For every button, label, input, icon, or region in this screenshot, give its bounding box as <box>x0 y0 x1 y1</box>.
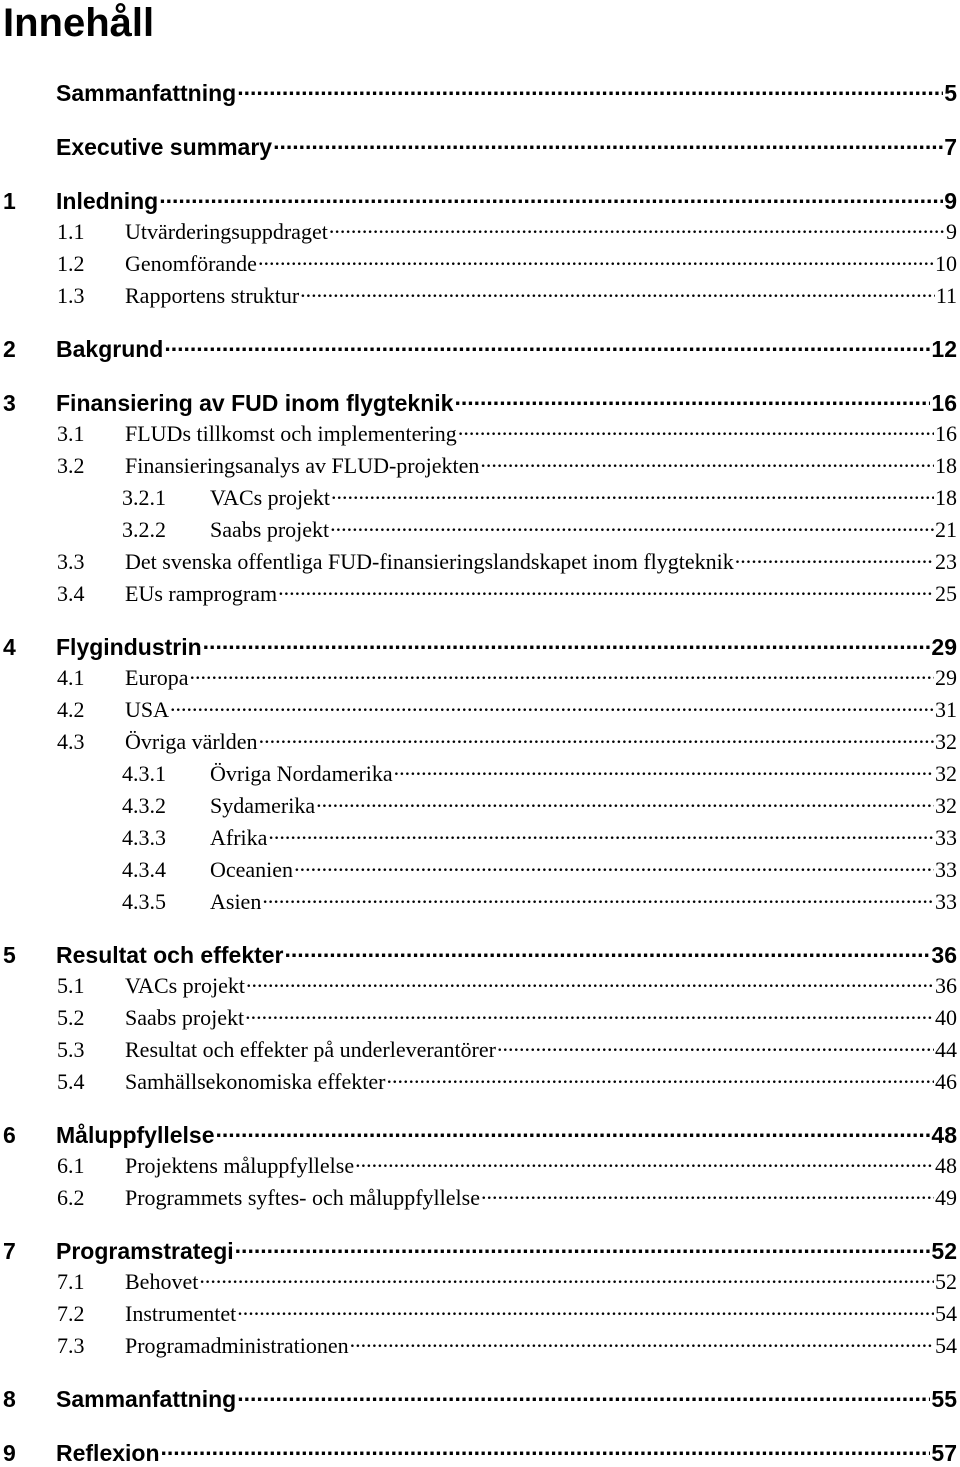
toc-entry-title: Executive summary <box>56 133 273 160</box>
toc-entry[interactable] <box>0 1179 957 1209</box>
toc-entry[interactable] <box>0 627 957 660</box>
toc-entry-title: EUs ramprogram <box>125 581 278 607</box>
toc-entry-title: Det svenska offentliga FUD-finansieringslandskapet inom flygteknik <box>125 549 734 575</box>
toc-entry[interactable] <box>0 787 957 817</box>
toc-entry-title: Finansieringsanalys av FLUD-projekten <box>125 453 480 479</box>
toc-entry-title: Oceanien <box>210 857 294 883</box>
toc-entry-page: 5 <box>944 79 957 106</box>
toc-entry-title: VACs projekt <box>210 485 330 511</box>
toc-entry[interactable] <box>0 213 957 243</box>
toc-entry-number: 4.3.1 <box>122 761 166 787</box>
toc-entry-number: 7.1 <box>57 1269 85 1295</box>
toc-entry-page: 16 <box>935 421 957 447</box>
toc-entry[interactable] <box>0 245 957 275</box>
toc-entry-number: 3.3 <box>57 549 85 575</box>
toc-entry-number: 4.3.5 <box>122 889 166 915</box>
toc-entry-page: 25 <box>935 581 957 607</box>
toc-entry-number: 6.1 <box>57 1153 85 1179</box>
toc-entry-page: 18 <box>935 453 957 479</box>
toc-entry-title: Reflexion <box>56 1439 160 1466</box>
toc-entry-title: FLUDs tillkomst och implementering <box>125 421 457 447</box>
toc-dot-leader <box>237 1295 934 1321</box>
toc-entry[interactable] <box>0 415 957 445</box>
toc-entry-number: 5.2 <box>57 1005 85 1031</box>
toc-entry-number: 6.2 <box>57 1185 85 1211</box>
toc-entry-title: Projektens måluppfyllelse <box>125 1153 355 1179</box>
toc-dot-leader <box>268 819 934 845</box>
toc-entry-title: Övriga Nordamerika <box>210 761 393 787</box>
toc-entry-page: 23 <box>935 549 957 575</box>
toc-entry[interactable] <box>0 329 957 362</box>
toc-entry[interactable] <box>0 383 957 416</box>
toc-entry-title: Programmets syftes- och måluppfyllelse <box>125 1185 480 1211</box>
toc-entry[interactable] <box>0 691 957 721</box>
toc-dot-leader <box>203 627 931 655</box>
toc-entry-page: 9 <box>946 219 957 245</box>
toc-entry-number: 8 <box>3 1385 16 1412</box>
toc-entry[interactable] <box>0 1263 957 1293</box>
toc-entry-title: Saabs projekt <box>125 1005 245 1031</box>
toc-entry-title: Europa <box>125 665 189 691</box>
toc-entry-page: 33 <box>935 857 957 883</box>
toc-entry-title: Genomförande <box>125 251 257 277</box>
toc-entry-title: Bakgrund <box>56 335 164 362</box>
toc-entry-number: 7 <box>3 1237 16 1264</box>
toc-dot-leader <box>245 999 934 1025</box>
toc-entry-title: Resultat och effekter <box>56 941 284 968</box>
toc-entry-number: 4.3 <box>57 729 85 755</box>
toc-entry[interactable] <box>0 1231 957 1264</box>
toc-entry[interactable] <box>0 723 957 753</box>
toc-dot-leader <box>355 1147 934 1173</box>
toc-entry-page: 46 <box>935 1069 957 1095</box>
toc-entry[interactable] <box>0 1327 957 1357</box>
toc-entry-title: Sammanfattning <box>56 1385 237 1412</box>
toc-entry-number: 1 <box>3 187 16 214</box>
toc-entry-title: Utvärderingsuppdraget <box>125 219 328 245</box>
toc-entry[interactable] <box>0 851 957 881</box>
toc-entry-page: 7 <box>944 133 957 160</box>
toc-dot-leader <box>481 1179 934 1205</box>
toc-entry-number: 1.1 <box>57 219 85 245</box>
toc-entry[interactable] <box>0 999 957 1029</box>
toc-dot-leader <box>386 1063 934 1089</box>
toc-entry-page: 57 <box>931 1439 957 1466</box>
toc-entry[interactable] <box>0 277 957 307</box>
toc-entry-title: USA <box>125 697 170 723</box>
toc-dot-leader <box>330 511 934 537</box>
toc-entry-title: Finansiering av FUD inom flygteknik <box>56 389 454 416</box>
toc-entry-page: 10 <box>935 251 957 277</box>
toc-dot-leader <box>161 1433 931 1461</box>
toc-entry-page: 16 <box>931 389 957 416</box>
toc-entry[interactable] <box>0 447 957 477</box>
toc-dot-leader <box>215 1115 930 1143</box>
toc-dot-leader <box>237 73 943 101</box>
toc-entry-page: 48 <box>931 1121 957 1148</box>
toc-entry[interactable] <box>0 935 957 968</box>
toc-entry-title: Resultat och effekter på underleverantörer <box>125 1037 496 1063</box>
toc-entry-number: 4.3.4 <box>122 857 166 883</box>
toc-entry[interactable] <box>0 883 957 913</box>
toc-entry-number: 5.1 <box>57 973 85 999</box>
toc-entry[interactable] <box>0 575 957 605</box>
toc-entry-page: 54 <box>935 1333 957 1359</box>
toc-entry-number: 5 <box>3 941 16 968</box>
toc-entry-number: 4.3.2 <box>122 793 166 819</box>
toc-entry-number: 9 <box>3 1439 16 1466</box>
toc-dot-leader <box>480 447 934 473</box>
toc-entry[interactable] <box>0 479 957 509</box>
toc-entry-title: Sydamerika <box>210 793 316 819</box>
toc-entry-page: 32 <box>935 729 957 755</box>
toc-entry-title: Asien <box>210 889 262 915</box>
toc-entry-number: 4.2 <box>57 697 85 723</box>
toc-entry-number: 3.4 <box>57 581 85 607</box>
toc-entry-title: Inledning <box>56 187 159 214</box>
toc-entry-page: 44 <box>935 1037 957 1063</box>
toc-dot-leader <box>316 787 934 813</box>
toc-entry-page: 18 <box>935 485 957 511</box>
toc-entry-page: 33 <box>935 825 957 851</box>
toc-entry[interactable] <box>0 755 957 785</box>
toc-entry-number: 4.1 <box>57 665 85 691</box>
toc-dot-leader <box>199 1263 934 1289</box>
toc-dot-leader <box>300 277 935 303</box>
toc-entry-page: 11 <box>935 283 957 309</box>
toc-entry-title: Instrumentet <box>125 1301 237 1327</box>
toc-dot-leader <box>170 691 934 717</box>
toc-entry-number: 7.2 <box>57 1301 85 1327</box>
toc-entry-page: 29 <box>935 665 957 691</box>
toc-entry[interactable] <box>0 73 957 106</box>
toc-entry-title: Programadministrationen <box>125 1333 349 1359</box>
toc-entry-page: 31 <box>935 697 957 723</box>
toc-entry-page: 12 <box>931 335 957 362</box>
toc-entry[interactable] <box>0 1379 957 1412</box>
toc-entry-number: 4 <box>3 633 16 660</box>
toc-entry-title: Måluppfyllelse <box>56 1121 215 1148</box>
toc-dot-leader <box>273 127 943 155</box>
toc-entry[interactable] <box>0 543 957 573</box>
toc-entry[interactable] <box>0 1031 957 1061</box>
toc-dot-leader <box>159 181 943 209</box>
toc-dot-leader <box>329 213 945 239</box>
toc-entry[interactable] <box>0 1147 957 1177</box>
toc-dot-leader <box>458 415 934 441</box>
toc-entry-number: 6 <box>3 1121 16 1148</box>
toc-dot-leader <box>237 1379 930 1407</box>
toc-entry-title: VACs projekt <box>125 973 245 999</box>
toc-entry[interactable] <box>0 1295 957 1325</box>
toc-entry-title: Sammanfattning <box>56 79 237 106</box>
toc-dot-leader <box>190 659 934 685</box>
toc-entry-number: 1.2 <box>57 251 85 277</box>
toc-dot-leader <box>246 967 934 993</box>
toc-entry-number: 3.2.2 <box>122 517 166 543</box>
toc-dot-leader <box>350 1327 934 1353</box>
toc-entry-number: 7.3 <box>57 1333 85 1359</box>
toc-dot-leader <box>331 479 934 505</box>
toc-entry-page: 32 <box>935 793 957 819</box>
toc-entry-page: 33 <box>935 889 957 915</box>
toc-entry-page: 21 <box>935 517 957 543</box>
toc-entry-page: 36 <box>935 973 957 999</box>
toc-entry-title: Behovet <box>125 1269 199 1295</box>
toc-dot-leader <box>259 723 934 749</box>
toc-entry[interactable] <box>0 181 957 214</box>
toc-entry-page: 29 <box>931 633 957 660</box>
toc-entry-page: 54 <box>935 1301 957 1327</box>
toc-dot-leader <box>735 543 934 569</box>
toc-entry-number: 1.3 <box>57 283 85 309</box>
toc-entry-title: Flygindustrin <box>56 633 202 660</box>
toc-entry-title: Övriga världen <box>125 729 258 755</box>
toc-dot-leader <box>394 755 934 781</box>
toc-entry-number: 5.3 <box>57 1037 85 1063</box>
toc-dot-leader <box>262 883 934 909</box>
toc-entry[interactable] <box>0 819 957 849</box>
toc-dot-leader <box>278 575 934 601</box>
toc-entry-page: 36 <box>931 941 957 968</box>
toc-entry-number: 3 <box>3 389 16 416</box>
page-title: Innehåll <box>3 1 155 45</box>
toc-entry-title: Afrika <box>210 825 268 851</box>
toc-dot-leader <box>285 935 931 963</box>
toc-dot-leader <box>497 1031 934 1057</box>
toc-entry-number: 3.1 <box>57 421 85 447</box>
toc-entry-title: Samhällsekonomiska effekter <box>125 1069 386 1095</box>
toc-entry-page: 48 <box>935 1153 957 1179</box>
toc-entry[interactable] <box>0 659 957 689</box>
toc-entry-number: 4.3.3 <box>122 825 166 851</box>
toc-entry-page: 52 <box>931 1237 957 1264</box>
toc-entry-number: 5.4 <box>57 1069 85 1095</box>
toc-entry-page: 40 <box>935 1005 957 1031</box>
toc-dot-leader <box>164 329 930 357</box>
toc-dot-leader <box>258 245 934 271</box>
toc-entry[interactable] <box>0 1115 957 1148</box>
toc-dot-leader <box>235 1231 931 1259</box>
toc-entry[interactable] <box>0 1433 957 1466</box>
toc-entry-page: 55 <box>931 1385 957 1412</box>
toc-entry-number: 2 <box>3 335 16 362</box>
toc-entry-number: 3.2 <box>57 453 85 479</box>
toc-entry[interactable] <box>0 511 957 541</box>
toc-dot-leader <box>454 383 930 411</box>
toc-dot-leader <box>294 851 934 877</box>
toc-entry[interactable] <box>0 127 957 160</box>
toc-entry-page: 52 <box>935 1269 957 1295</box>
toc-entry-title: Saabs projekt <box>210 517 330 543</box>
toc-entry-page: 9 <box>944 187 957 214</box>
toc-entry[interactable] <box>0 967 957 997</box>
toc-entry-title: Rapportens struktur <box>125 283 300 309</box>
toc-entry-title: Programstrategi <box>56 1237 234 1264</box>
toc-entry[interactable] <box>0 1063 957 1093</box>
toc-entry-number: 3.2.1 <box>122 485 166 511</box>
toc-entry-page: 32 <box>935 761 957 787</box>
toc-entry-page: 49 <box>935 1185 957 1211</box>
